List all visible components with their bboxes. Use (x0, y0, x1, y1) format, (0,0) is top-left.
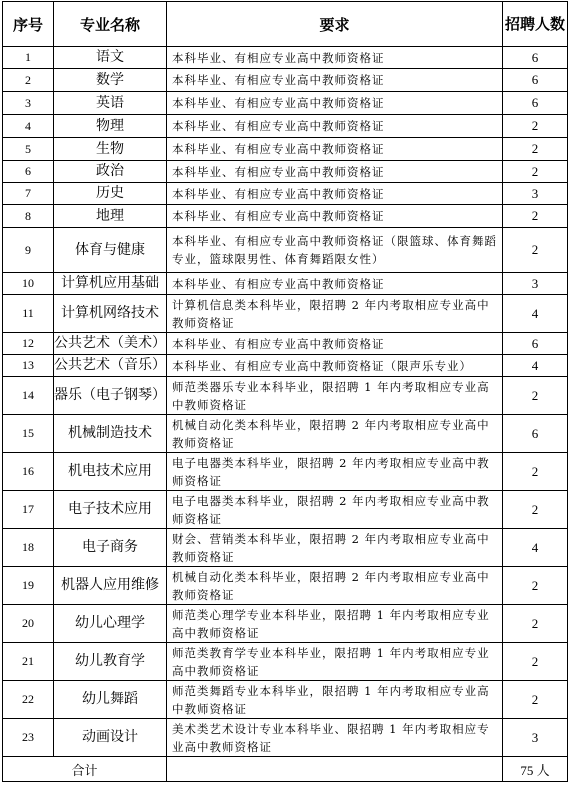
row-count: 2 (503, 491, 568, 529)
row-requirement: 电子电器类本科毕业，限招聘 2 年内考取相应专业高中教师资格证 (167, 491, 503, 529)
row-count: 2 (503, 115, 568, 138)
row-requirement: 师范类心理学专业本科毕业，限招聘 1 年内考取相应专业高中教师资格证 (167, 605, 503, 643)
row-number: 20 (3, 605, 54, 643)
table-row (3, 681, 568, 719)
row-requirement: 本科毕业、有相应专业高中教师资格证（限声乐专业） (167, 355, 503, 377)
row-number: 18 (3, 529, 54, 567)
row-number: 12 (3, 333, 54, 355)
row-number: 7 (3, 183, 54, 205)
table-row (3, 183, 568, 205)
row-number: 13 (3, 355, 54, 377)
row-major: 语文 (54, 47, 167, 69)
row-major: 地理 (54, 205, 167, 228)
row-major: 机电技术应用 (54, 453, 167, 491)
total-requirement (167, 757, 503, 782)
row-count: 2 (503, 605, 568, 643)
table-row (3, 453, 568, 491)
row-count: 6 (503, 92, 568, 115)
row-number: 6 (3, 161, 54, 183)
row-number: 5 (3, 138, 54, 161)
row-major: 机械制造技术 (54, 415, 167, 453)
row-count: 3 (503, 183, 568, 205)
row-requirement: 本科毕业、有相应专业高中教师资格证 (167, 138, 503, 161)
row-requirement: 美术类艺术设计专业本科毕业、限招聘 1 年内考取相应专业高中教师资格证 (167, 719, 503, 757)
row-major: 电子商务 (54, 529, 167, 567)
table-row (3, 491, 568, 529)
row-requirement: 本科毕业、有相应专业高中教师资格证 (167, 161, 503, 183)
row-major: 器乐（电子钢琴） (54, 377, 167, 415)
header-no: 序号 (3, 2, 54, 47)
row-requirement: 师范类器乐专业本科毕业，限招聘 1 年内考取相应专业高中教师资格证 (167, 377, 503, 415)
row-major: 动画设计 (54, 719, 167, 757)
row-count: 2 (503, 453, 568, 491)
row-major: 政治 (54, 161, 167, 183)
row-major: 公共艺术（美术） (54, 333, 167, 355)
row-major: 生物 (54, 138, 167, 161)
row-requirement: 本科毕业、有相应专业高中教师资格证 (167, 183, 503, 205)
table-row (3, 605, 568, 643)
row-number: 10 (3, 273, 54, 295)
row-count: 2 (503, 377, 568, 415)
row-number: 11 (3, 295, 54, 333)
table-row (3, 205, 568, 228)
table-row (3, 643, 568, 681)
header-major: 专业名称 (54, 2, 167, 47)
row-count: 2 (503, 643, 568, 681)
row-count: 4 (503, 295, 568, 333)
row-major: 计算机应用基础 (54, 273, 167, 295)
row-major: 体育与健康 (54, 228, 167, 273)
table-row (3, 228, 568, 273)
table-row (3, 355, 568, 377)
row-count: 3 (503, 719, 568, 757)
recruitment-table (2, 1, 568, 782)
row-number: 1 (3, 47, 54, 69)
row-major: 数学 (54, 69, 167, 92)
row-number: 23 (3, 719, 54, 757)
table-row (3, 377, 568, 415)
row-number: 14 (3, 377, 54, 415)
table-row (3, 92, 568, 115)
row-major: 机器人应用维修 (54, 567, 167, 605)
header-row (3, 2, 568, 47)
row-count: 6 (503, 415, 568, 453)
row-requirement: 机械自动化类本科毕业，限招聘 2 年内考取相应专业高中教师资格证 (167, 415, 503, 453)
row-count: 3 (503, 273, 568, 295)
table-row (3, 138, 568, 161)
row-requirement: 本科毕业、有相应专业高中教师资格证（限篮球、体育舞蹈专业，篮球限男性、体育舞蹈限女性） (167, 228, 503, 273)
row-count: 2 (503, 228, 568, 273)
row-major: 公共艺术（音乐） (54, 355, 167, 377)
row-number: 2 (3, 69, 54, 92)
row-count: 2 (503, 681, 568, 719)
row-count: 6 (503, 47, 568, 69)
row-requirement: 本科毕业、有相应专业高中教师资格证 (167, 333, 503, 355)
table-row (3, 295, 568, 333)
row-major: 幼儿心理学 (54, 605, 167, 643)
table-row (3, 69, 568, 92)
row-number: 16 (3, 453, 54, 491)
row-major: 计算机网络技术 (54, 295, 167, 333)
row-requirement: 计算机信息类本科毕业，限招聘 2 年内考取相应专业高中教师资格证 (167, 295, 503, 333)
row-number: 17 (3, 491, 54, 529)
header-requirement: 要求 (167, 2, 503, 47)
row-number: 3 (3, 92, 54, 115)
row-major: 历史 (54, 183, 167, 205)
table-row (3, 529, 568, 567)
row-number: 21 (3, 643, 54, 681)
row-requirement: 师范类舞蹈专业本科毕业，限招聘 1 年内考取相应专业高中教师资格证 (167, 681, 503, 719)
total-label: 合计 (3, 757, 167, 782)
row-requirement: 本科毕业、有相应专业高中教师资格证 (167, 273, 503, 295)
row-number: 4 (3, 115, 54, 138)
row-requirement: 本科毕业、有相应专业高中教师资格证 (167, 69, 503, 92)
total-count: 75 人 (503, 757, 568, 782)
table-row (3, 719, 568, 757)
row-count: 2 (503, 138, 568, 161)
header-count: 招聘人数 (503, 2, 568, 47)
row-requirement: 机械自动化类本科毕业，限招聘 2 年内考取相应专业高中教师资格证 (167, 567, 503, 605)
row-count: 2 (503, 567, 568, 605)
table-row (3, 161, 568, 183)
row-requirement: 电子电器类本科毕业，限招聘 2 年内考取相应专业高中教师资格证 (167, 453, 503, 491)
row-requirement: 本科毕业、有相应专业高中教师资格证 (167, 47, 503, 69)
row-count: 2 (503, 205, 568, 228)
row-major: 电子技术应用 (54, 491, 167, 529)
row-count: 6 (503, 333, 568, 355)
row-count: 2 (503, 161, 568, 183)
row-major: 幼儿教育学 (54, 643, 167, 681)
row-number: 15 (3, 415, 54, 453)
row-requirement: 本科毕业、有相应专业高中教师资格证 (167, 115, 503, 138)
row-requirement: 本科毕业、有相应专业高中教师资格证 (167, 205, 503, 228)
row-major: 英语 (54, 92, 167, 115)
row-number: 22 (3, 681, 54, 719)
row-number: 8 (3, 205, 54, 228)
total-row (3, 757, 568, 782)
row-count: 4 (503, 355, 568, 377)
table-row (3, 333, 568, 355)
table-row (3, 273, 568, 295)
row-number: 9 (3, 228, 54, 273)
table-row (3, 415, 568, 453)
row-major: 幼儿舞蹈 (54, 681, 167, 719)
row-number: 19 (3, 567, 54, 605)
row-requirement: 师范类教育学专业本科毕业，限招聘 1 年内考取相应专业高中教师资格证 (167, 643, 503, 681)
table-row (3, 115, 568, 138)
table-row (3, 567, 568, 605)
row-major: 物理 (54, 115, 167, 138)
row-count: 6 (503, 69, 568, 92)
table-row (3, 47, 568, 69)
row-requirement: 财会、营销类本科毕业，限招聘 2 年内考取相应专业高中教师资格证 (167, 529, 503, 567)
row-count: 4 (503, 529, 568, 567)
row-requirement: 本科毕业、有相应专业高中教师资格证 (167, 92, 503, 115)
